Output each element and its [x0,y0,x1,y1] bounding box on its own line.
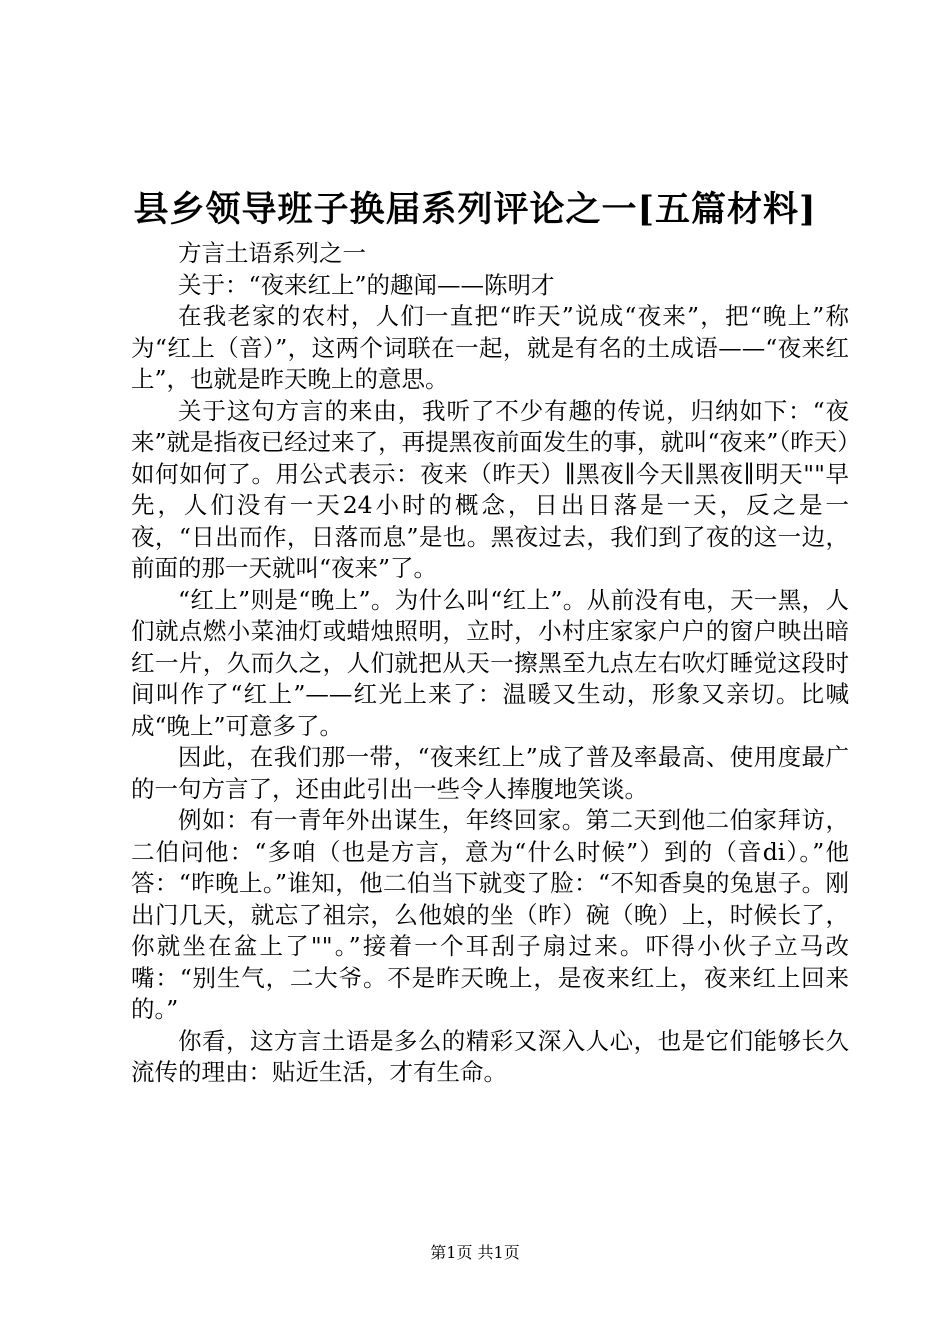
page-number-footer: 第1页 共1页 [430,1243,520,1262]
document-title: 县乡领导班子换届系列评论之一[五篇材料] [133,189,817,230]
paragraph: 你看，这方言土语是多么的精彩又深入人心，也是它们能够长久流传的理由：贴近生活，才有生命。 [131,1026,849,1086]
article-heading: 关于：“夜来红上”的趣闻——陈明才 [178,270,555,299]
document-body [131,238,849,1089]
paragraph: 在我老家的农村，人们一直把“昨天”说成“夜来”，把“晚上”称为“红上（音）”，这两个词联在一起，就是有名的土成语——“夜来红上”，也就是昨天晚上的意思。 [131,302,849,393]
paragraph: 因此，在我们那一带，“夜来红上”成了普及率最高、使用度最广的一句方言了，还由此引出一些令人捧腹地笑谈。 [131,743,849,803]
paragraph: “红上”则是“晚上”。为什么叫“红上”。从前没有电，天一黑，人们就点燃小菜油灯或蜡烛照明，立时，小村庄家家户户的窗户映出暗红一片，久而久之，人们就把从天一擦黑至九点左右吹灯睡觉这段时间叫作了“红上”——红光上来了：温暖又生动，形象又亲切。比喊成“晚上”可意多了。 [131,585,849,740]
paragraph: 关于这句方言的来由，我听了不少有趣的传说，归纳如下：“夜来”就是指夜已经过来了，再提黑夜前面发生的事，就叫“夜来”（昨天）如何如何了。用公式表示：夜来（昨天）∥黑夜∥今天∥黑夜∥明天""早先，人们没有一天24小时的概念，日出日落是一天，反之是一夜，“日出而作，日落而息”是也。黑夜过去，我们到了夜的这一边，前面的那一天就叫“夜来”了。 [131,396,849,582]
paragraph: 例如：有一青年外出谋生，年终回家。第二天到他二伯家拜访，二伯问他：“多咱（也是方言，意为“什么时候”）到的（音di）。”他答：“昨晚上。”谁知，他二伯当下就变了脸：“不知香臭的兔崽子。刚出门几天，就忘了祖宗，么他娘的坐（昨）碗（晚）上，时候长了，你就坐在盆上了""。”接着一个耳刮子扇过来。吓得小伙子立马改嘴：“别生气，二大爷。不是昨天晚上，是夜来红上，夜来红上回来的。” [131,806,849,1023]
series-subtitle: 方言土语系列之一 [178,239,366,267]
